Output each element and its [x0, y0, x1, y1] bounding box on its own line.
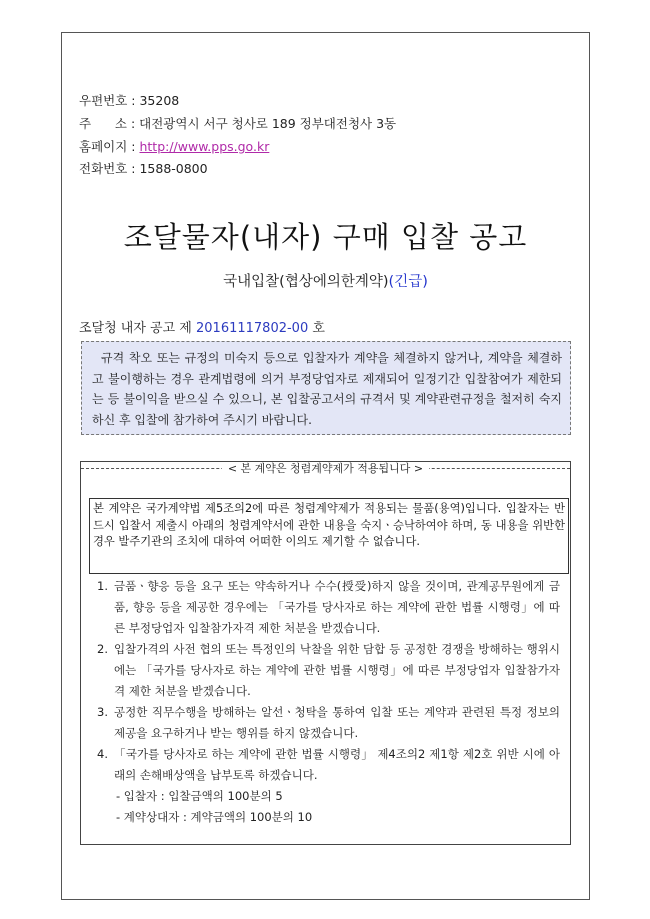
homepage	[79, 139, 269, 155]
bid-type: 국내입찰(협상에의한계약)	[223, 274, 389, 290]
phone-number: 전화번호 : 1588-0800	[79, 161, 208, 176]
clean-contract-heading-text: < 본 계약은 청렴계약제가 적용됩니다 >	[222, 462, 429, 475]
list-item: 1. 금품ㆍ향응 등을 요구 또는 약속하거나 수수(授受)하지 않을 것이며, 관계공무원에게 금품, 향응 등을 제공한 경우에는 「국가를 당사자로 하는 계약에 관한 법률 시행령」에 따른 부정당업자 입찰참가자격 제한 처분을 받겠습니다.	[97, 579, 560, 635]
urgent-badge: (긴급)	[388, 274, 428, 290]
clean-contract-intro: 본 계약은 국가계약법 제5조의2에 따른 청렴계약제가 적용되는 물품(용역)입니다. 입찰자는 반드시 입찰서 제출시 아래의 청렴계약서에 관한 내용을 숙지ㆍ승낙하여야 하며, 동 내용을 위반한 경우 발주기관의 조치에 대하여 어떠한 이의도 제기할 수 없습니다.	[89, 498, 569, 574]
notice-number	[79, 317, 325, 336]
warning-box	[81, 341, 571, 435]
address: 주 소 : 대전광역시 서구 청사로 189 정부대전청사 3동	[79, 116, 397, 131]
list-item: 3. 공정한 직무수행을 방해하는 알선ㆍ청탁을 통하여 입찰 또는 계약과 관련된 특정 정보의 제공을 요구하거나 받는 행위를 하지 않겠습니다.	[97, 705, 560, 740]
notice-number-prefix: 조달청 내자 공고 제	[79, 321, 196, 336]
subtitle	[61, 270, 590, 291]
list-item: 2. 입찰가격의 사전 협의 또는 특정인의 낙찰을 위한 담합 등 공정한 경쟁을 방해하는 행위시에는 「국가를 당사자로 하는 계약에 관한 법률 시행령」에 따른 부정당업자 입찰참가자격 제한 처분을 받겠습니다.	[97, 642, 560, 698]
notice-number-value: 20161117802-00	[196, 321, 309, 336]
clean-contract-items	[94, 576, 560, 828]
homepage-label: 홈페이지 :	[79, 139, 140, 154]
warning-text: 규격 착오 또는 규정의 미숙지 등으로 입찰자가 계약을 체결하지 않거나, 계약을 체결하고 불이행하는 경우 관계법령에 의거 부정당업자로 제재되어 일정기간 입찰참여가 제한되는 등 불이익을 받으실 수 있으니, 본 입찰공고서의 규격서 및 계약관련규정을 철저히 숙지하신 후 입찰에 참가하여 주시기 바랍니다.	[92, 351, 562, 427]
list-item: 4. 「국가를 당사자로 하는 계약에 관한 법률 시행령」 제4조의2 제1항 제2호 위반 시에 아래의 손해배상액을 납부토록 하겠습니다.	[97, 747, 560, 782]
notice-number-suffix: 호	[308, 321, 325, 336]
clean-contract-box	[80, 461, 571, 845]
page-title: 조달물자(내자) 구매 입찰 공고	[123, 220, 528, 254]
clean-contract-heading	[81, 460, 570, 476]
postal-code: 우편번호 : 35208	[79, 93, 180, 108]
homepage-link[interactable]: http://www.pps.go.kr	[139, 139, 270, 154]
penalty-bidder: - 입찰자 : 입찰금액의 100분의 5	[116, 789, 283, 803]
penalty-contractor: - 계약상대자 : 계약금액의 100분의 10	[116, 810, 313, 824]
